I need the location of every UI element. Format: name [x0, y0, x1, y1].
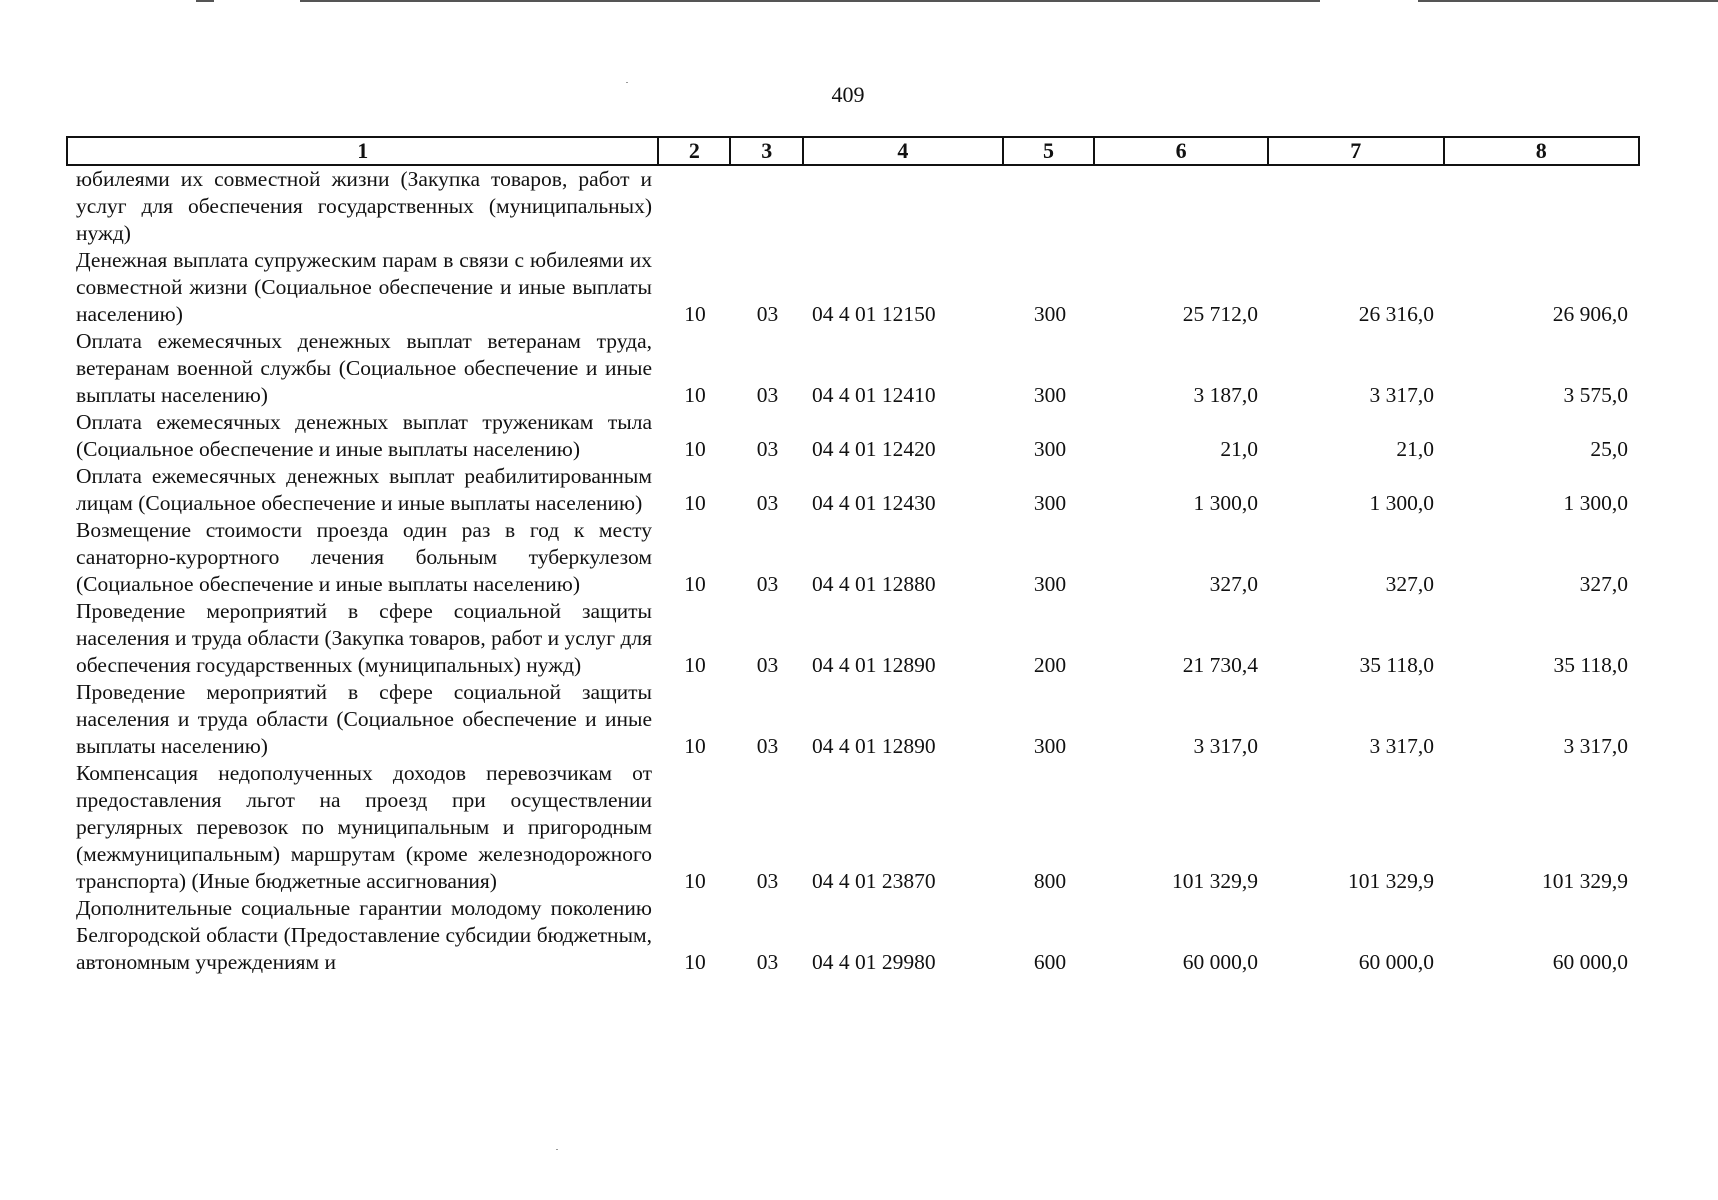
row-description: Денежная выплата супружеским парам в связи с юбилеями их совместной жизни (Социальное обеспечение и иные выплаты населению)	[76, 248, 652, 326]
row-subsection: 03	[756, 437, 779, 461]
row-target-code: 04 4 01 23870	[812, 869, 936, 893]
row-value-7: 1 300,0	[1369, 491, 1434, 515]
row-description: Оплата ежемесячных денежных выплат труженикам тыла (Социальное обеспечение и иные выплаты населению)	[76, 410, 652, 461]
row-value-6: 60 000,0	[1182, 950, 1258, 974]
row-expense-type: 600	[1033, 950, 1067, 974]
table-row	[66, 409, 1640, 463]
table-row	[66, 328, 1640, 409]
row-value-7: 327,0	[1385, 572, 1434, 596]
table-row	[66, 247, 1640, 328]
row-value-8: 26 906,0	[1552, 302, 1628, 326]
column-header-8: 8	[1535, 138, 1547, 163]
row-expense-type: 300	[1033, 491, 1067, 515]
row-target-code: 04 4 01 12890	[812, 653, 936, 677]
row-value-8: 3 575,0	[1563, 383, 1628, 407]
row-description: юбилеями их совместной жизни (Закупка товаров, работ и услуг для обеспечения государственных (муниципальных) нужд)	[76, 167, 652, 245]
column-header-4: 4	[804, 138, 1004, 164]
row-value-8: 101 329,9	[1542, 869, 1628, 893]
column-header-3: 3	[731, 138, 804, 164]
row-value-6: 1 300,0	[1193, 491, 1258, 515]
row-section: 10	[684, 950, 706, 974]
row-section: 10	[684, 572, 706, 596]
row-expense-type: 800	[1033, 869, 1067, 893]
row-description: Возмещение стоимости проезда один раз в год к месту санаторно-курортного лечения больным туберкулезом (Социальное обеспечение и иные выплаты населению)	[76, 518, 652, 596]
row-description: Дополнительные социальные гарантии молодому поколению Белгородской области (Предоставление субсидии бюджетным, автономным учреждениям и	[76, 896, 652, 974]
row-value-7: 3 317,0	[1369, 383, 1434, 407]
column-header-7: 7	[1269, 138, 1445, 164]
row-value-7: 101 329,9	[1348, 869, 1434, 893]
row-description: Оплата ежемесячных денежных выплат реабилитированным лицам (Социальное обеспечение и иные выплаты населению)	[76, 464, 652, 515]
table-body	[66, 166, 1640, 976]
column-header-2: 2	[659, 138, 731, 164]
scan-edge-line	[1418, 0, 1718, 2]
row-target-code: 04 4 01 12430	[812, 491, 936, 515]
row-subsection: 03	[756, 302, 779, 326]
row-value-6: 25 712,0	[1182, 302, 1258, 326]
column-header-6: 6	[1095, 138, 1269, 164]
row-subsection: 03	[756, 653, 779, 677]
row-value-6: 3 187,0	[1193, 383, 1258, 407]
row-value-8: 60 000,0	[1552, 950, 1628, 974]
row-value-6: 21 730,4	[1182, 653, 1258, 677]
row-section: 10	[684, 653, 706, 677]
row-value-8: 1 300,0	[1563, 491, 1628, 515]
column-header-1: 1	[68, 138, 659, 164]
row-target-code: 04 4 01 29980	[812, 950, 936, 974]
scan-edge-line	[300, 0, 1320, 2]
table-row	[66, 598, 1640, 679]
row-value-8: 25,0	[1590, 437, 1628, 461]
row-value-6: 327,0	[1209, 572, 1258, 596]
row-value-7: 60 000,0	[1358, 950, 1434, 974]
table-row	[66, 895, 1640, 976]
column-header-5: 5	[1004, 138, 1096, 164]
row-value-7: 26 316,0	[1358, 302, 1434, 326]
row-description: Оплата ежемесячных денежных выплат ветеранам труда, ветеранам военной службы (Социальное обеспечение и иные выплаты населению)	[76, 329, 652, 407]
row-subsection: 03	[756, 383, 779, 407]
row-value-7: 3 317,0	[1369, 734, 1434, 758]
row-expense-type: 300	[1033, 734, 1067, 758]
row-value-6: 101 329,9	[1172, 869, 1258, 893]
table-row	[66, 463, 1640, 517]
row-subsection: 03	[756, 869, 779, 893]
row-section: 10	[684, 437, 706, 461]
row-section: 10	[684, 491, 706, 515]
row-description: Проведение мероприятий в сфере социальной защиты населения и труда области (Закупка товаров, работ и услуг для обеспечения государственных (муниципальных) нужд)	[76, 599, 652, 677]
row-expense-type: 300	[1033, 437, 1067, 461]
row-target-code: 04 4 01 12410	[812, 383, 936, 407]
row-expense-type: 300	[1033, 302, 1067, 326]
row-expense-type: 200	[1033, 653, 1067, 677]
row-subsection: 03	[756, 950, 779, 974]
row-expense-type: 300	[1033, 572, 1067, 596]
row-value-8: 35 118,0	[1553, 653, 1628, 677]
row-target-code: 04 4 01 12150	[812, 302, 936, 326]
row-value-6: 3 317,0	[1193, 734, 1258, 758]
row-subsection: 03	[756, 491, 779, 515]
row-subsection: 03	[756, 734, 779, 758]
scan-speck	[556, 1149, 558, 1150]
row-section: 10	[684, 302, 706, 326]
row-expense-type: 300	[1033, 383, 1067, 407]
row-target-code: 04 4 01 12880	[812, 572, 936, 596]
row-section: 10	[684, 869, 706, 893]
row-value-7: 35 118,0	[1359, 653, 1434, 677]
row-subsection: 03	[756, 572, 779, 596]
row-section: 10	[684, 383, 706, 407]
row-value-8: 3 317,0	[1563, 734, 1628, 758]
scan-edge-line	[196, 0, 214, 2]
row-description: Проведение мероприятий в сфере социальной защиты населения и труда области (Социальное обеспечение и иные выплаты населению)	[76, 680, 652, 758]
page-number: 409	[831, 82, 865, 107]
row-value-7: 21,0	[1396, 437, 1434, 461]
table-header	[66, 136, 1640, 166]
row-description: Компенсация недополученных доходов перевозчикам от предоставления льгот на проезд при осуществлении регулярных перевозок по муниципальным и пригородным (межмуниципальным) маршрутам (кроме железнодорожного транспорта) (Иные бюджетные ассигнования)	[76, 761, 652, 893]
table-row	[66, 517, 1640, 598]
table-row	[66, 679, 1640, 760]
row-section: 10	[684, 734, 706, 758]
row-target-code: 04 4 01 12420	[812, 437, 936, 461]
table-row	[66, 760, 1640, 895]
row-value-8: 327,0	[1579, 572, 1628, 596]
row-target-code: 04 4 01 12890	[812, 734, 936, 758]
table-row	[66, 166, 1640, 247]
row-value-6: 21,0	[1220, 437, 1258, 461]
